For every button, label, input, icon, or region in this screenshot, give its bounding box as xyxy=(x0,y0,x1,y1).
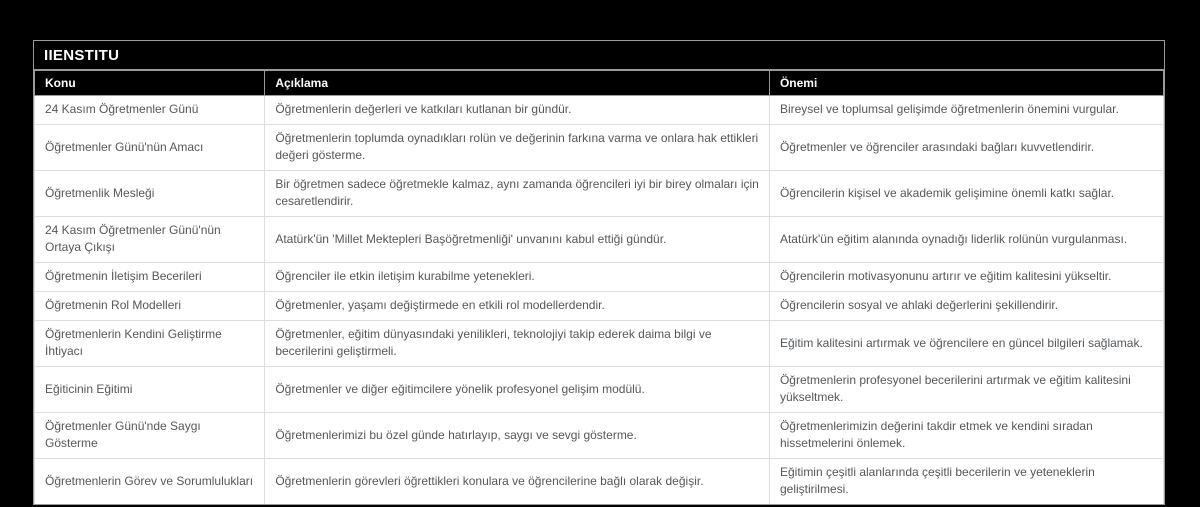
cell-aciklama: Öğretmenler, eğitim dünyasındaki yenilikleri, teknolojiyi takip ederek daima bilgi ve becerilerini geliştirmeli. xyxy=(265,321,770,367)
cell-konu: Öğretmenlerin Kendini Geliştirme İhtiyacı xyxy=(35,321,265,367)
cell-konu: Öğretmenler Günü'nde Saygı Gösterme xyxy=(35,413,265,459)
cell-onemi: Öğretmenlerimizin değerini takdir etmek ve kendini sıradan hissetmelerini önlemek. xyxy=(769,413,1163,459)
table-row xyxy=(35,321,1164,367)
table-row xyxy=(35,217,1164,263)
cell-aciklama: Öğretmenlerin değerleri ve katkıları kutlanan bir gündür. xyxy=(265,96,770,125)
cell-konu: Eğiticinin Eğitimi xyxy=(35,367,265,413)
cell-aciklama: Öğrenciler ile etkin iletişim kurabilme yetenekleri. xyxy=(265,263,770,292)
cell-aciklama: Öğretmenlerimizi bu özel günde hatırlayıp, saygı ve sevgi gösterme. xyxy=(265,413,770,459)
table-row xyxy=(35,171,1164,217)
table-row xyxy=(35,367,1164,413)
column-header-onemi: Önemi xyxy=(769,71,1163,96)
table-row xyxy=(35,125,1164,171)
table-row xyxy=(35,263,1164,292)
cell-konu: Öğretmenin İletişim Becerileri xyxy=(35,263,265,292)
cell-onemi: Öğretmenler ve öğrenciler arasındaki bağları kuvvetlendirir. xyxy=(769,125,1163,171)
cell-konu: Öğretmenlik Mesleği xyxy=(35,171,265,217)
cell-onemi: Eğitim kalitesini artırmak ve öğrencilere en güncel bilgileri sağlamak. xyxy=(769,321,1163,367)
cell-onemi: Bireysel ve toplumsal gelişimde öğretmenlerin önemini vurgular. xyxy=(769,96,1163,125)
topics-table xyxy=(34,70,1164,504)
cell-aciklama: Bir öğretmen sadece öğretmekle kalmaz, aynı zamanda öğrencileri iyi bir birey olmaları için cesaretlendirir. xyxy=(265,171,770,217)
brand-title: IIENSTITU xyxy=(34,41,1164,70)
content-table-card xyxy=(33,40,1165,505)
table-row xyxy=(35,459,1164,505)
cell-onemi: Eğitimin çeşitli alanlarında çeşitli becerilerin ve yeteneklerin geliştirilmesi. xyxy=(769,459,1163,505)
cell-konu: Öğretmenlerin Görev ve Sorumlulukları xyxy=(35,459,265,505)
cell-konu: Öğretmenin Rol Modelleri xyxy=(35,292,265,321)
cell-konu: Öğretmenler Günü'nün Amacı xyxy=(35,125,265,171)
cell-onemi: Öğrencilerin kişisel ve akademik gelişimine önemli katkı sağlar. xyxy=(769,171,1163,217)
table-row xyxy=(35,96,1164,125)
cell-aciklama: Öğretmenlerin görevleri öğrettikleri konulara ve öğrencilerine bağlı olarak değişir. xyxy=(265,459,770,505)
table-body xyxy=(35,96,1164,505)
table-header-row xyxy=(35,71,1164,96)
column-header-aciklama: Açıklama xyxy=(265,71,770,96)
cell-aciklama: Öğretmenlerin toplumda oynadıkları rolün ve değerinin farkına varma ve onlara hak ettikleri değeri gösterme. xyxy=(265,125,770,171)
table-row xyxy=(35,413,1164,459)
column-header-konu: Konu xyxy=(35,71,265,96)
cell-aciklama: Öğretmenler ve diğer eğitimcilere yönelik profesyonel gelişim modülü. xyxy=(265,367,770,413)
cell-aciklama: Öğretmenler, yaşamı değiştirmede en etkili rol modellerdendir. xyxy=(265,292,770,321)
table-row xyxy=(35,292,1164,321)
cell-onemi: Öğrencilerin sosyal ve ahlaki değerlerini şekillendirir. xyxy=(769,292,1163,321)
cell-konu: 24 Kasım Öğretmenler Günü'nün Ortaya Çıkışı xyxy=(35,217,265,263)
cell-onemi: Öğrencilerin motivasyonunu artırır ve eğitim kalitesini yükseltir. xyxy=(769,263,1163,292)
cell-onemi: Atatürk'ün eğitim alanında oynadığı liderlik rolünün vurgulanması. xyxy=(769,217,1163,263)
cell-konu: 24 Kasım Öğretmenler Günü xyxy=(35,96,265,125)
cell-aciklama: Atatürk'ün 'Millet Mektepleri Başöğretmenliği' unvanını kabul ettiği gündür. xyxy=(265,217,770,263)
cell-onemi: Öğretmenlerin profesyonel becerilerini artırmak ve eğitim kalitesini yükseltmek. xyxy=(769,367,1163,413)
